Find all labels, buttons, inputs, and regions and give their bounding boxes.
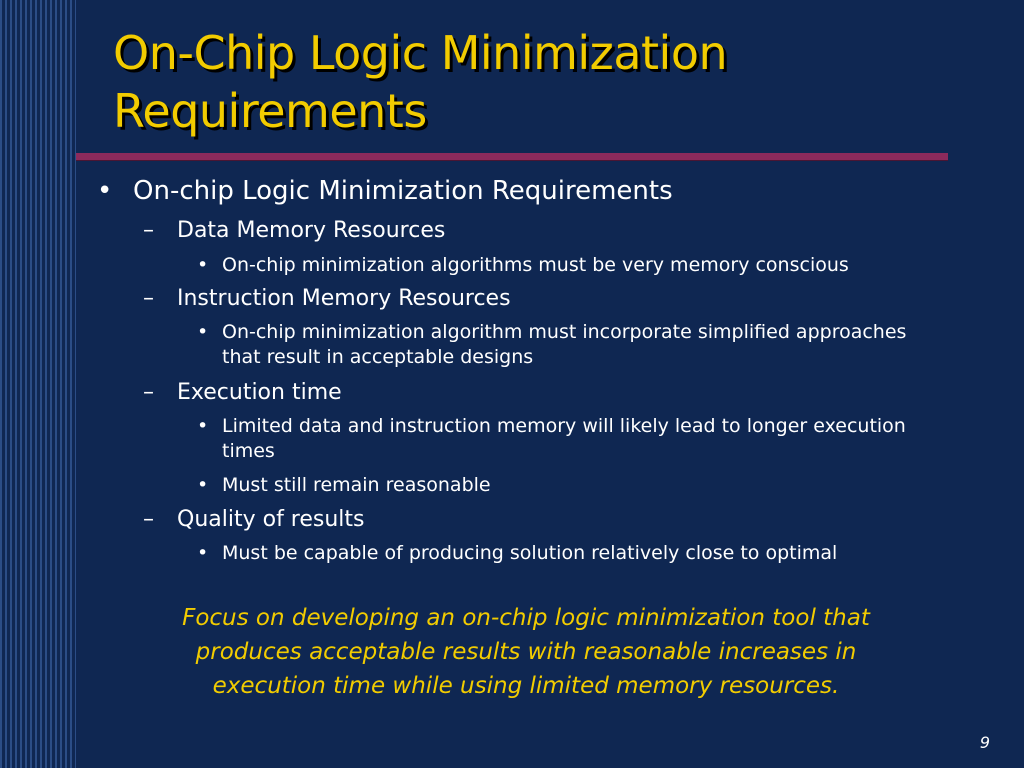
bullet-marker: • <box>197 474 209 496</box>
sub-point: Must still remain reasonable <box>222 474 491 496</box>
sub-point: Limited data and instruction memory will likely lead to longer execution times <box>222 415 906 462</box>
bullet-marker: • <box>97 176 113 206</box>
page-number: 9 <box>979 733 990 752</box>
focus-line: produces acceptable results with reasonable increases in <box>195 639 857 665</box>
sub-item-execution-time: Execution time <box>177 380 342 405</box>
sub-item-data-memory: Data Memory Resources <box>177 218 446 243</box>
dash-marker: – <box>143 218 154 243</box>
bullet-marker: • <box>197 254 209 276</box>
sub-point: On-chip minimization algorithm must incorporate simplified approaches that result in acceptable designs <box>222 321 907 368</box>
dash-marker: – <box>143 507 154 532</box>
focus-line: execution time while using limited memory resources. <box>212 673 840 699</box>
bullet-marker: • <box>197 542 209 564</box>
dash-marker: – <box>143 380 154 405</box>
title-line: Requirements <box>113 84 427 138</box>
main-bullet: On-chip Logic Minimization Requirements <box>133 176 673 206</box>
dash-marker: – <box>143 286 154 311</box>
bullet-marker: • <box>197 415 209 437</box>
sub-point: On-chip minimization algorithms must be very memory conscious <box>222 254 849 276</box>
focus-statement <box>120 601 932 703</box>
sub-item-instruction-memory: Instruction Memory Resources <box>177 286 511 311</box>
bullet-marker: • <box>197 321 209 343</box>
title-line: On-Chip Logic Minimization <box>113 26 728 80</box>
focus-line: Focus on developing an on-chip logic minimization tool that <box>182 605 870 631</box>
sub-point: Must be capable of producing solution relatively close to optimal <box>222 542 838 564</box>
sub-item-quality: Quality of results <box>177 507 365 532</box>
